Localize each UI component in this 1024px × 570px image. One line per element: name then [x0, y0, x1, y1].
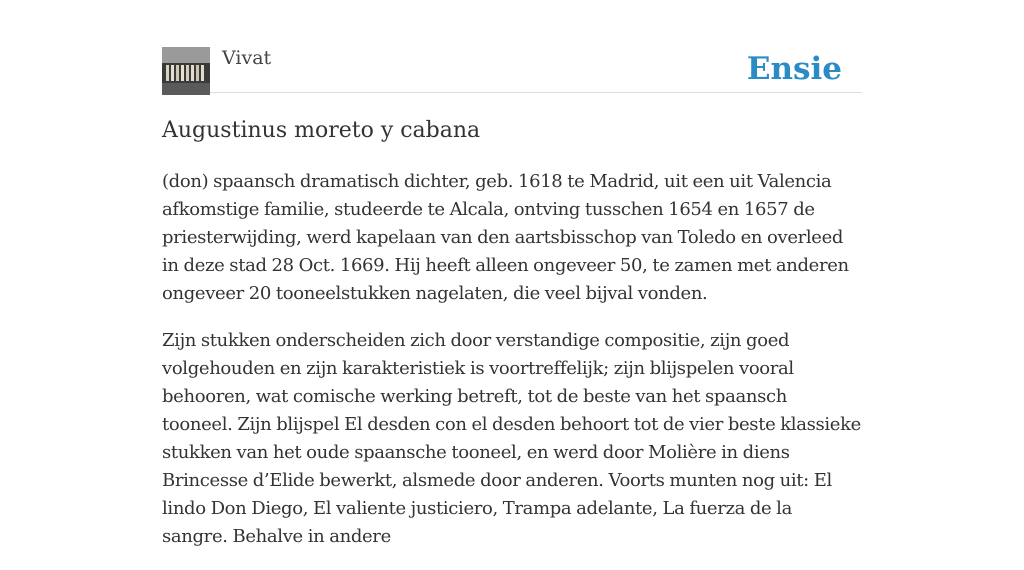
- page-container: [162, 0, 862, 547]
- book-spines-icon: [162, 47, 210, 95]
- source-avatar[interactable]: [162, 47, 210, 95]
- entry-paragraph: Zijn stukken onderscheiden zich door verstandige compositie, zijn goed volgehouden en zijn karakteristiek is voortreffelijk; zijn blijspelen vooral behooren, wat comische werking betreft, tot de beste van het spaansch tooneel. Zijn blijspel El desden con el desden behoort tot de vier beste klassieke stukken van het oude spaansche tooneel, en werd door Molière in diens Brincesse d’Elide bewerkt, alsmede door anderen. Voorts munten nog uit: El lindo Don Diego, El valiente justiciero, Trampa adelante, La fuerza de la sangre. Behalve in andere: [162, 330, 861, 547]
- ensie-logo[interactable]: Ensie: [746, 51, 842, 87]
- entry-paragraph: (don) spaansch dramatisch dichter, geb. 1618 te Madrid, uit een uit Valencia afkomstige familie, studeerde te Alcala, ontving tusschen 1654 en 1657 de priesterwijding, werd kapelaan van den aartsbisschop van Toledo en overleed in deze stad 28 Oct. 1669. Hij heeft alleen ongeveer 50, te zamen met anderen ongeveer 20 tooneelstukken nagelaten, die veel bijval vonden.: [162, 171, 849, 304]
- header: [162, 0, 862, 93]
- entry-title: Augustinus moreto y cabana: [162, 118, 481, 143]
- source-name[interactable]: Vivat: [222, 47, 272, 69]
- entry-body: [162, 168, 862, 570]
